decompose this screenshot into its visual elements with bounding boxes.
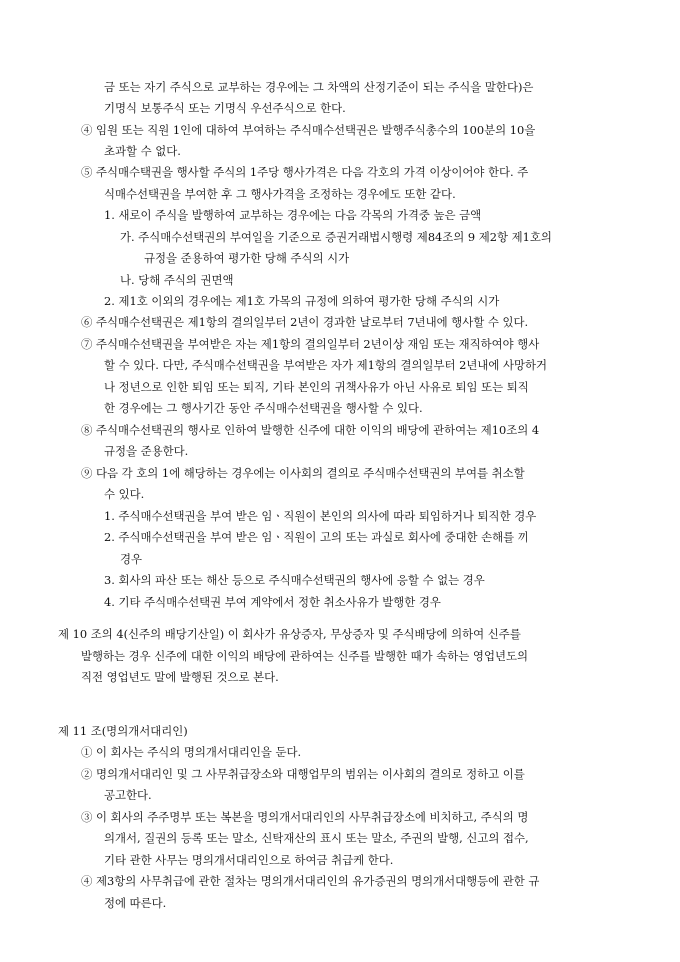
text-line: 4. 기타 주식매수선택권 부여 계약에서 정한 취소사유가 발행한 경우 bbox=[104, 595, 441, 609]
text-line: 경우 bbox=[120, 552, 143, 566]
text-line: ④ 제3항의 사무취급에 관한 절차는 명의개서대리인의 유가증권의 명의개서대행등에 관한 규 bbox=[81, 874, 540, 888]
text-line: ⑧ 주식매수선택권의 행사로 인하여 발행한 신주에 대한 이익의 배당에 관하여는 제10조의 4 bbox=[81, 423, 540, 437]
text-line: 발행하는 경우 신주에 대한 이익의 배당에 관하여는 신주를 발행한 때가 속하는 영업년도의 bbox=[81, 649, 528, 663]
text-line: 수 있다. bbox=[104, 487, 145, 501]
section-heading: 제 11 조(명의개서대리인) bbox=[58, 724, 188, 738]
text-line: ③ 이 회사의 주주명부 또는 복본을 명의개서대리인의 사무취급장소에 비치하고, 주식의 명 bbox=[81, 810, 529, 824]
text-line: 금 또는 자기 주식으로 교부하는 경우에는 그 차액의 산정기준이 되는 주식을 말한다)은 bbox=[104, 80, 534, 94]
text-line: 2. 제1호 이외의 경우에는 제1호 가목의 규정에 의하여 평가한 당해 주식의 시가 bbox=[104, 294, 500, 308]
text-line: 한 경우에는 그 행사기간 동안 주식매수선택권을 행사할 수 있다. bbox=[104, 401, 423, 415]
text-line: ④ 임원 또는 직원 1인에 대하여 부여하는 주식매수선택권은 발행주식총수의 100분의 10을 bbox=[81, 123, 536, 137]
text-line: 나. 당해 주식의 권면액 bbox=[120, 273, 234, 287]
text-line: 식매수선택권을 부여한 후 그 행사가격을 조정하는 경우에도 또한 같다. bbox=[104, 187, 456, 201]
text-line: ⑤ 주식매수택권을 행사할 주식의 1주당 행사가격은 다음 각호의 가격 이상이어야 한다. 주 bbox=[81, 165, 529, 179]
text-line: 1. 주식매수선택권을 부여 받은 임ㆍ직원이 본인의 의사에 따라 퇴임하거나 퇴직한 경우 bbox=[104, 509, 537, 523]
text-line: 의개서, 질권의 등록 또는 말소, 신탁재산의 표시 또는 말소, 주권의 발행, 신고의 접수, bbox=[104, 831, 529, 845]
section-heading: 제 10 조의 4(신주의 배당기산일) 이 회사가 유상증자, 무상증자 및 주식배당에 의하여 신주를 bbox=[58, 627, 521, 641]
text-line: 규정을 준용한다. bbox=[104, 444, 189, 458]
text-line: 공고한다. bbox=[104, 788, 152, 802]
text-line: 할 수 있다. 다만, 주식매수선택권을 부여받은 자가 제1항의 결의일부터 2년내에 사망하거 bbox=[104, 358, 548, 372]
text-line: 2. 주식매수선택권을 부여 받은 임ㆍ직원이 고의 또는 과실로 회사에 중대한 손해를 끼 bbox=[104, 530, 529, 544]
text-line: ⑨ 다음 각 호의 1에 해당하는 경우에는 이사회의 결의로 주식매수선택권의 부여를 취소할 bbox=[81, 466, 525, 480]
text-line: 3. 회사의 파산 또는 해산 등으로 주식매수선택권의 행사에 응할 수 없는 경우 bbox=[104, 573, 485, 587]
text-line: ② 명의개서대리인 및 그 사무취급장소와 대행업무의 범위는 이사회의 결의로 정하고 이를 bbox=[81, 767, 525, 781]
text-line: 기타 관한 사무는 명의개서대리인으로 하여금 취급케 한다. bbox=[104, 853, 394, 867]
text-line: ⑦ 주식매수선택권을 부여받은 자는 제1항의 결의일부터 2년이상 재임 또는 재직하여야 행사 bbox=[81, 337, 540, 351]
text-line: 나 정년으로 인한 퇴임 또는 퇴직, 기타 본인의 귀책사유가 아닌 사유로 퇴임 또는 퇴직 bbox=[104, 380, 529, 394]
text-line: 직전 영업년도 말에 발행된 것으로 본다. bbox=[81, 670, 279, 684]
text-line: 1. 새로이 주식을 발행하여 교부하는 경우에는 다음 각목의 가격중 높은 금액 bbox=[104, 208, 482, 222]
text-line: 초과할 수 없다. bbox=[104, 144, 181, 158]
text-line: 기명식 보통주식 또는 기명식 우선주식으로 한다. bbox=[104, 101, 346, 115]
text-line: ① 이 회사는 주식의 명의개서대리인을 둔다. bbox=[81, 745, 302, 759]
text-line: 가. 주식매수선택권의 부여일을 기준으로 증권거래법시행령 제84조의 9 제2항 제1호의 bbox=[120, 230, 552, 244]
text-line: ⑥ 주식매수선택권은 제1항의 결의일부터 2년이 경과한 날로부터 7년내에 행사할 수 있다. bbox=[81, 315, 529, 329]
text-line: 정에 따른다. bbox=[104, 896, 167, 910]
text-line: 규정을 준용하여 평가한 당해 주식의 시가 bbox=[144, 251, 350, 265]
